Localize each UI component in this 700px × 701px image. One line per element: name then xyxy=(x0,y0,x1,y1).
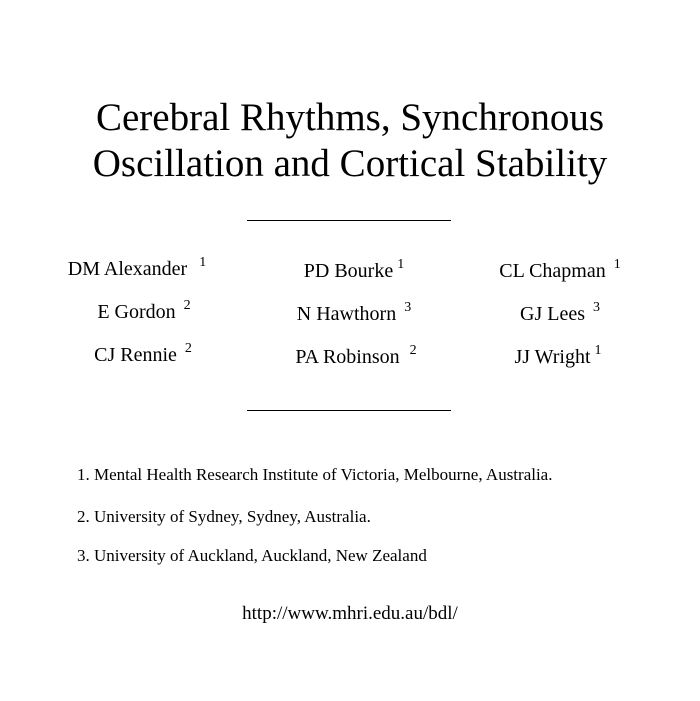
author-alexander xyxy=(68,257,206,284)
author-affiliation-mark: 1 xyxy=(397,257,405,272)
author-name: N Hawthorn xyxy=(296,303,397,325)
author-affiliation-mark: 1 xyxy=(594,343,602,358)
title-line-1: Cerebral Rhythms, Synchronous xyxy=(95,96,605,139)
title-line-2: Oscillation and Cortical Stability xyxy=(92,142,608,185)
author-affiliation-mark: 1 xyxy=(613,257,621,272)
author-hawthorn xyxy=(297,302,411,329)
top-divider xyxy=(247,220,451,221)
author-chapman xyxy=(499,259,620,286)
author-affiliation-mark: 1 xyxy=(199,255,207,270)
bottom-divider xyxy=(247,410,451,411)
author-name: E Gordon xyxy=(97,301,176,323)
author-robinson xyxy=(295,345,416,372)
author-affiliation-mark: 2 xyxy=(184,341,192,356)
author-name: PD Bourke xyxy=(303,260,394,282)
affiliation-1: 1. Mental Health Research Institute of Victoria, Melbourne, Australia. xyxy=(77,465,553,484)
affiliation-2: 2. University of Sydney, Sydney, Australia. xyxy=(77,507,371,526)
author-bourke xyxy=(304,259,404,286)
author-name: CJ Rennie xyxy=(94,344,177,366)
author-name: JJ Wright xyxy=(514,346,591,368)
affiliation-3: 3. University of Auckland, Auckland, New Zealand xyxy=(77,546,427,565)
author-affiliation-mark: 3 xyxy=(592,300,600,315)
author-lees xyxy=(520,302,600,329)
author-name: PA Robinson xyxy=(295,346,400,368)
project-url[interactable]: http://www.mhri.edu.au/bdl/ xyxy=(242,603,458,624)
author-wright xyxy=(514,345,601,372)
author-affiliation-mark: 2 xyxy=(183,298,191,313)
author-gordon xyxy=(97,300,190,327)
author-name: DM Alexander xyxy=(67,258,188,280)
author-affiliation-mark: 3 xyxy=(404,300,412,315)
author-name: CL Chapman xyxy=(499,260,606,282)
author-affiliation-mark: 2 xyxy=(409,343,417,358)
author-rennie xyxy=(94,343,192,370)
author-name: GJ Lees xyxy=(520,303,585,325)
paper-title xyxy=(0,95,700,187)
